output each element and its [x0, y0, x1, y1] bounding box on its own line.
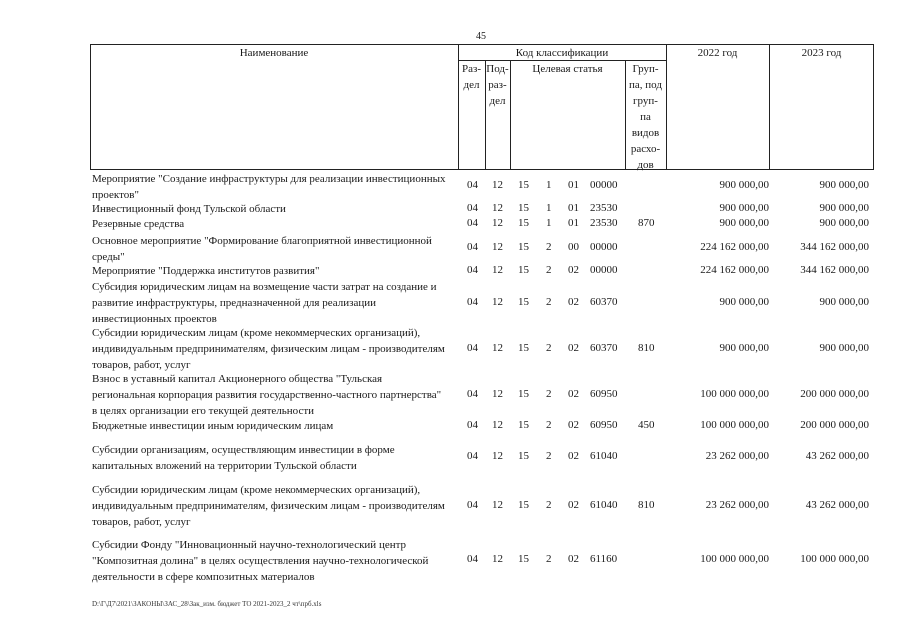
row-cs-event: 01: [568, 217, 579, 229]
row-cs-direction: 00000: [590, 179, 618, 191]
row-cs-event: 02: [568, 499, 579, 511]
row-razdel: 04: [467, 499, 478, 511]
row-cs-sub: 2: [546, 342, 552, 354]
row-cs-event: 02: [568, 419, 579, 431]
row-cs-direction: 00000: [590, 264, 618, 276]
row-razdel: 04: [467, 241, 478, 253]
row-name: Мероприятие "Создание инфраструктуры для реализации инвестиционных проектов": [92, 173, 446, 201]
table-row: [0, 537, 905, 585]
row-name: Субсидии юридическим лицам (кроме некоммерческих организаций), индивидуальным предпринимателям, физическим лицам - производителям товаров, работ, услуг: [92, 484, 445, 528]
row-amount-2022: 900 000,00: [719, 342, 769, 354]
row-cs-program: 15: [518, 217, 529, 229]
row-cs-sub: 2: [546, 419, 552, 431]
row-cs-sub: 2: [546, 450, 552, 462]
file-path-footer: D:\Г\Д7\2021\ЗАКОНЫ\ЗАС_28\Зак_изм. бюджет ТО 2021-2023_2 чт\прб.xls: [92, 600, 322, 608]
table-row: [0, 325, 905, 373]
row-cs-event: 02: [568, 388, 579, 400]
row-cs-sub: 2: [546, 296, 552, 308]
row-cs-program: 15: [518, 264, 529, 276]
row-razdel: 04: [467, 553, 478, 565]
row-amount-2022: 100 000 000,00: [700, 388, 769, 400]
row-cs-sub: 1: [546, 202, 552, 214]
row-cs-sub: 2: [546, 499, 552, 511]
table-row: [0, 216, 905, 232]
row-name: Бюджетные инвестиции иным юридическим лицам: [92, 420, 334, 432]
row-amount-2022: 23 262 000,00: [705, 499, 769, 511]
row-podrazdel: 12: [492, 264, 503, 276]
row-podrazdel: 12: [492, 217, 503, 229]
row-amount-2022: 900 000,00: [719, 179, 769, 191]
table-row: [0, 263, 905, 279]
table-row: [0, 371, 905, 419]
row-amount-2022: 100 000 000,00: [700, 419, 769, 431]
row-name: Основное мероприятие "Формирование благоприятной инвестиционной среды": [92, 235, 432, 263]
row-podrazdel: 12: [492, 499, 503, 511]
row-cs-program: 15: [518, 296, 529, 308]
row-group: 810: [638, 342, 655, 354]
row-cs-program: 15: [518, 241, 529, 253]
row-cs-sub: 1: [546, 217, 552, 229]
row-podrazdel: 12: [492, 202, 503, 214]
row-amount-2023: 43 262 000,00: [805, 499, 869, 511]
row-cs-event: 02: [568, 296, 579, 308]
row-amount-2023: 900 000,00: [819, 217, 869, 229]
row-amount-2023: 900 000,00: [819, 179, 869, 191]
table-row: [0, 418, 905, 434]
row-cs-sub: 2: [546, 553, 552, 565]
row-cs-event: 02: [568, 450, 579, 462]
row-name: Резервные средства: [92, 218, 185, 230]
row-amount-2023: 200 000 000,00: [800, 419, 869, 431]
row-group: 870: [638, 217, 655, 229]
row-cs-direction: 60950: [590, 388, 618, 400]
row-razdel: 04: [467, 179, 478, 191]
table-row: [0, 171, 905, 203]
row-cs-event: 02: [568, 264, 579, 276]
row-cs-program: 15: [518, 202, 529, 214]
row-name: Субсидии Фонду "Инновационный научно-технологический центр "Композитная долина" в целях осуществления научно-технологической деятельности в сфере композитных материалов: [92, 539, 429, 583]
row-razdel: 04: [467, 264, 478, 276]
row-amount-2022: 100 000 000,00: [700, 553, 769, 565]
row-razdel: 04: [467, 419, 478, 431]
row-podrazdel: 12: [492, 342, 503, 354]
table-row: [0, 201, 905, 217]
row-razdel: 04: [467, 342, 478, 354]
row-razdel: 04: [467, 388, 478, 400]
row-cs-sub: 2: [546, 388, 552, 400]
row-amount-2023: 900 000,00: [819, 296, 869, 308]
row-cs-direction: 23530: [590, 217, 618, 229]
row-razdel: 04: [467, 202, 478, 214]
row-razdel: 04: [467, 450, 478, 462]
row-amount-2022: 224 162 000,00: [700, 241, 769, 253]
row-cs-program: 15: [518, 419, 529, 431]
row-cs-sub: 2: [546, 264, 552, 276]
row-amount-2022: 224 162 000,00: [700, 264, 769, 276]
row-amount-2023: 200 000 000,00: [800, 388, 869, 400]
row-name: Субсидии юридическим лицам (кроме некоммерческих организаций), индивидуальным предпринимателям, физическим лицам - производителям товаров, работ, услуг: [92, 327, 445, 371]
row-podrazdel: 12: [492, 179, 503, 191]
row-cs-program: 15: [518, 388, 529, 400]
row-cs-direction: 60370: [590, 296, 618, 308]
row-podrazdel: 12: [492, 553, 503, 565]
row-amount-2022: 900 000,00: [719, 296, 769, 308]
header-year-2022: 2022 год: [697, 47, 738, 59]
row-cs-direction: 60370: [590, 342, 618, 354]
row-cs-direction: 61040: [590, 499, 618, 511]
table-row: [0, 442, 905, 474]
row-amount-2023: 43 262 000,00: [805, 450, 869, 462]
row-cs-program: 15: [518, 179, 529, 191]
row-name: Мероприятие "Поддержка институтов развития": [92, 265, 320, 277]
row-cs-direction: 60950: [590, 419, 618, 431]
row-cs-event: 02: [568, 553, 579, 565]
row-name: Инвестиционный фонд Тульской области: [92, 203, 286, 215]
header-name: Наименование: [239, 47, 309, 59]
row-group: 810: [638, 499, 655, 511]
row-razdel: 04: [467, 296, 478, 308]
table-row: [0, 233, 905, 265]
row-cs-sub: 1: [546, 179, 552, 191]
row-podrazdel: 12: [492, 419, 503, 431]
header-group: Груп- па, под груп- па видов расхо- дов: [629, 63, 662, 171]
row-cs-direction: 61040: [590, 450, 618, 462]
row-podrazdel: 12: [492, 296, 503, 308]
row-amount-2023: 344 162 000,00: [800, 241, 869, 253]
header-podrazdel: Под- раз- дел: [486, 63, 509, 107]
row-amount-2023: 100 000 000,00: [800, 553, 869, 565]
row-podrazdel: 12: [492, 450, 503, 462]
table-row: [0, 279, 905, 327]
row-cs-event: 02: [568, 342, 579, 354]
row-amount-2023: 900 000,00: [819, 342, 869, 354]
row-cs-program: 15: [518, 450, 529, 462]
row-podrazdel: 12: [492, 241, 503, 253]
row-cs-event: 01: [568, 179, 579, 191]
header-year-2023: 2023 год: [801, 47, 842, 59]
row-podrazdel: 12: [492, 388, 503, 400]
page-number: 45: [476, 31, 486, 42]
row-cs-event: 01: [568, 202, 579, 214]
row-amount-2022: 900 000,00: [719, 217, 769, 229]
row-name: Субсидия юридическим лицам на возмещение части затрат на создание и развитие инфраструктуры, предназначенной для реализации инвестиционных проектов: [92, 281, 437, 325]
row-cs-sub: 2: [546, 241, 552, 253]
header-target-article: Целевая статья: [532, 63, 603, 75]
row-group: 450: [638, 419, 655, 431]
row-cs-program: 15: [518, 342, 529, 354]
row-name: Взнос в уставный капитал Акционерного общества "Тульская региональная корпорация развития государственно-частного партнерства" в целях организации его текущей деятельности: [92, 373, 442, 417]
row-name: Субсидии организациям, осуществляющим инвестиции в форме капитальных вложений на территории Тульской области: [92, 444, 395, 472]
table-row: [0, 482, 905, 530]
row-cs-program: 15: [518, 553, 529, 565]
row-amount-2023: 344 162 000,00: [800, 264, 869, 276]
header-razdel: Раз- дел: [461, 63, 481, 91]
row-cs-event: 00: [568, 241, 579, 253]
row-amount-2022: 23 262 000,00: [705, 450, 769, 462]
row-razdel: 04: [467, 217, 478, 229]
row-cs-direction: 23530: [590, 202, 618, 214]
row-amount-2022: 900 000,00: [719, 202, 769, 214]
row-amount-2023: 900 000,00: [819, 202, 869, 214]
header-code: Код классификации: [515, 47, 609, 59]
row-cs-direction: 00000: [590, 241, 618, 253]
row-cs-program: 15: [518, 499, 529, 511]
row-cs-direction: 61160: [590, 553, 618, 565]
